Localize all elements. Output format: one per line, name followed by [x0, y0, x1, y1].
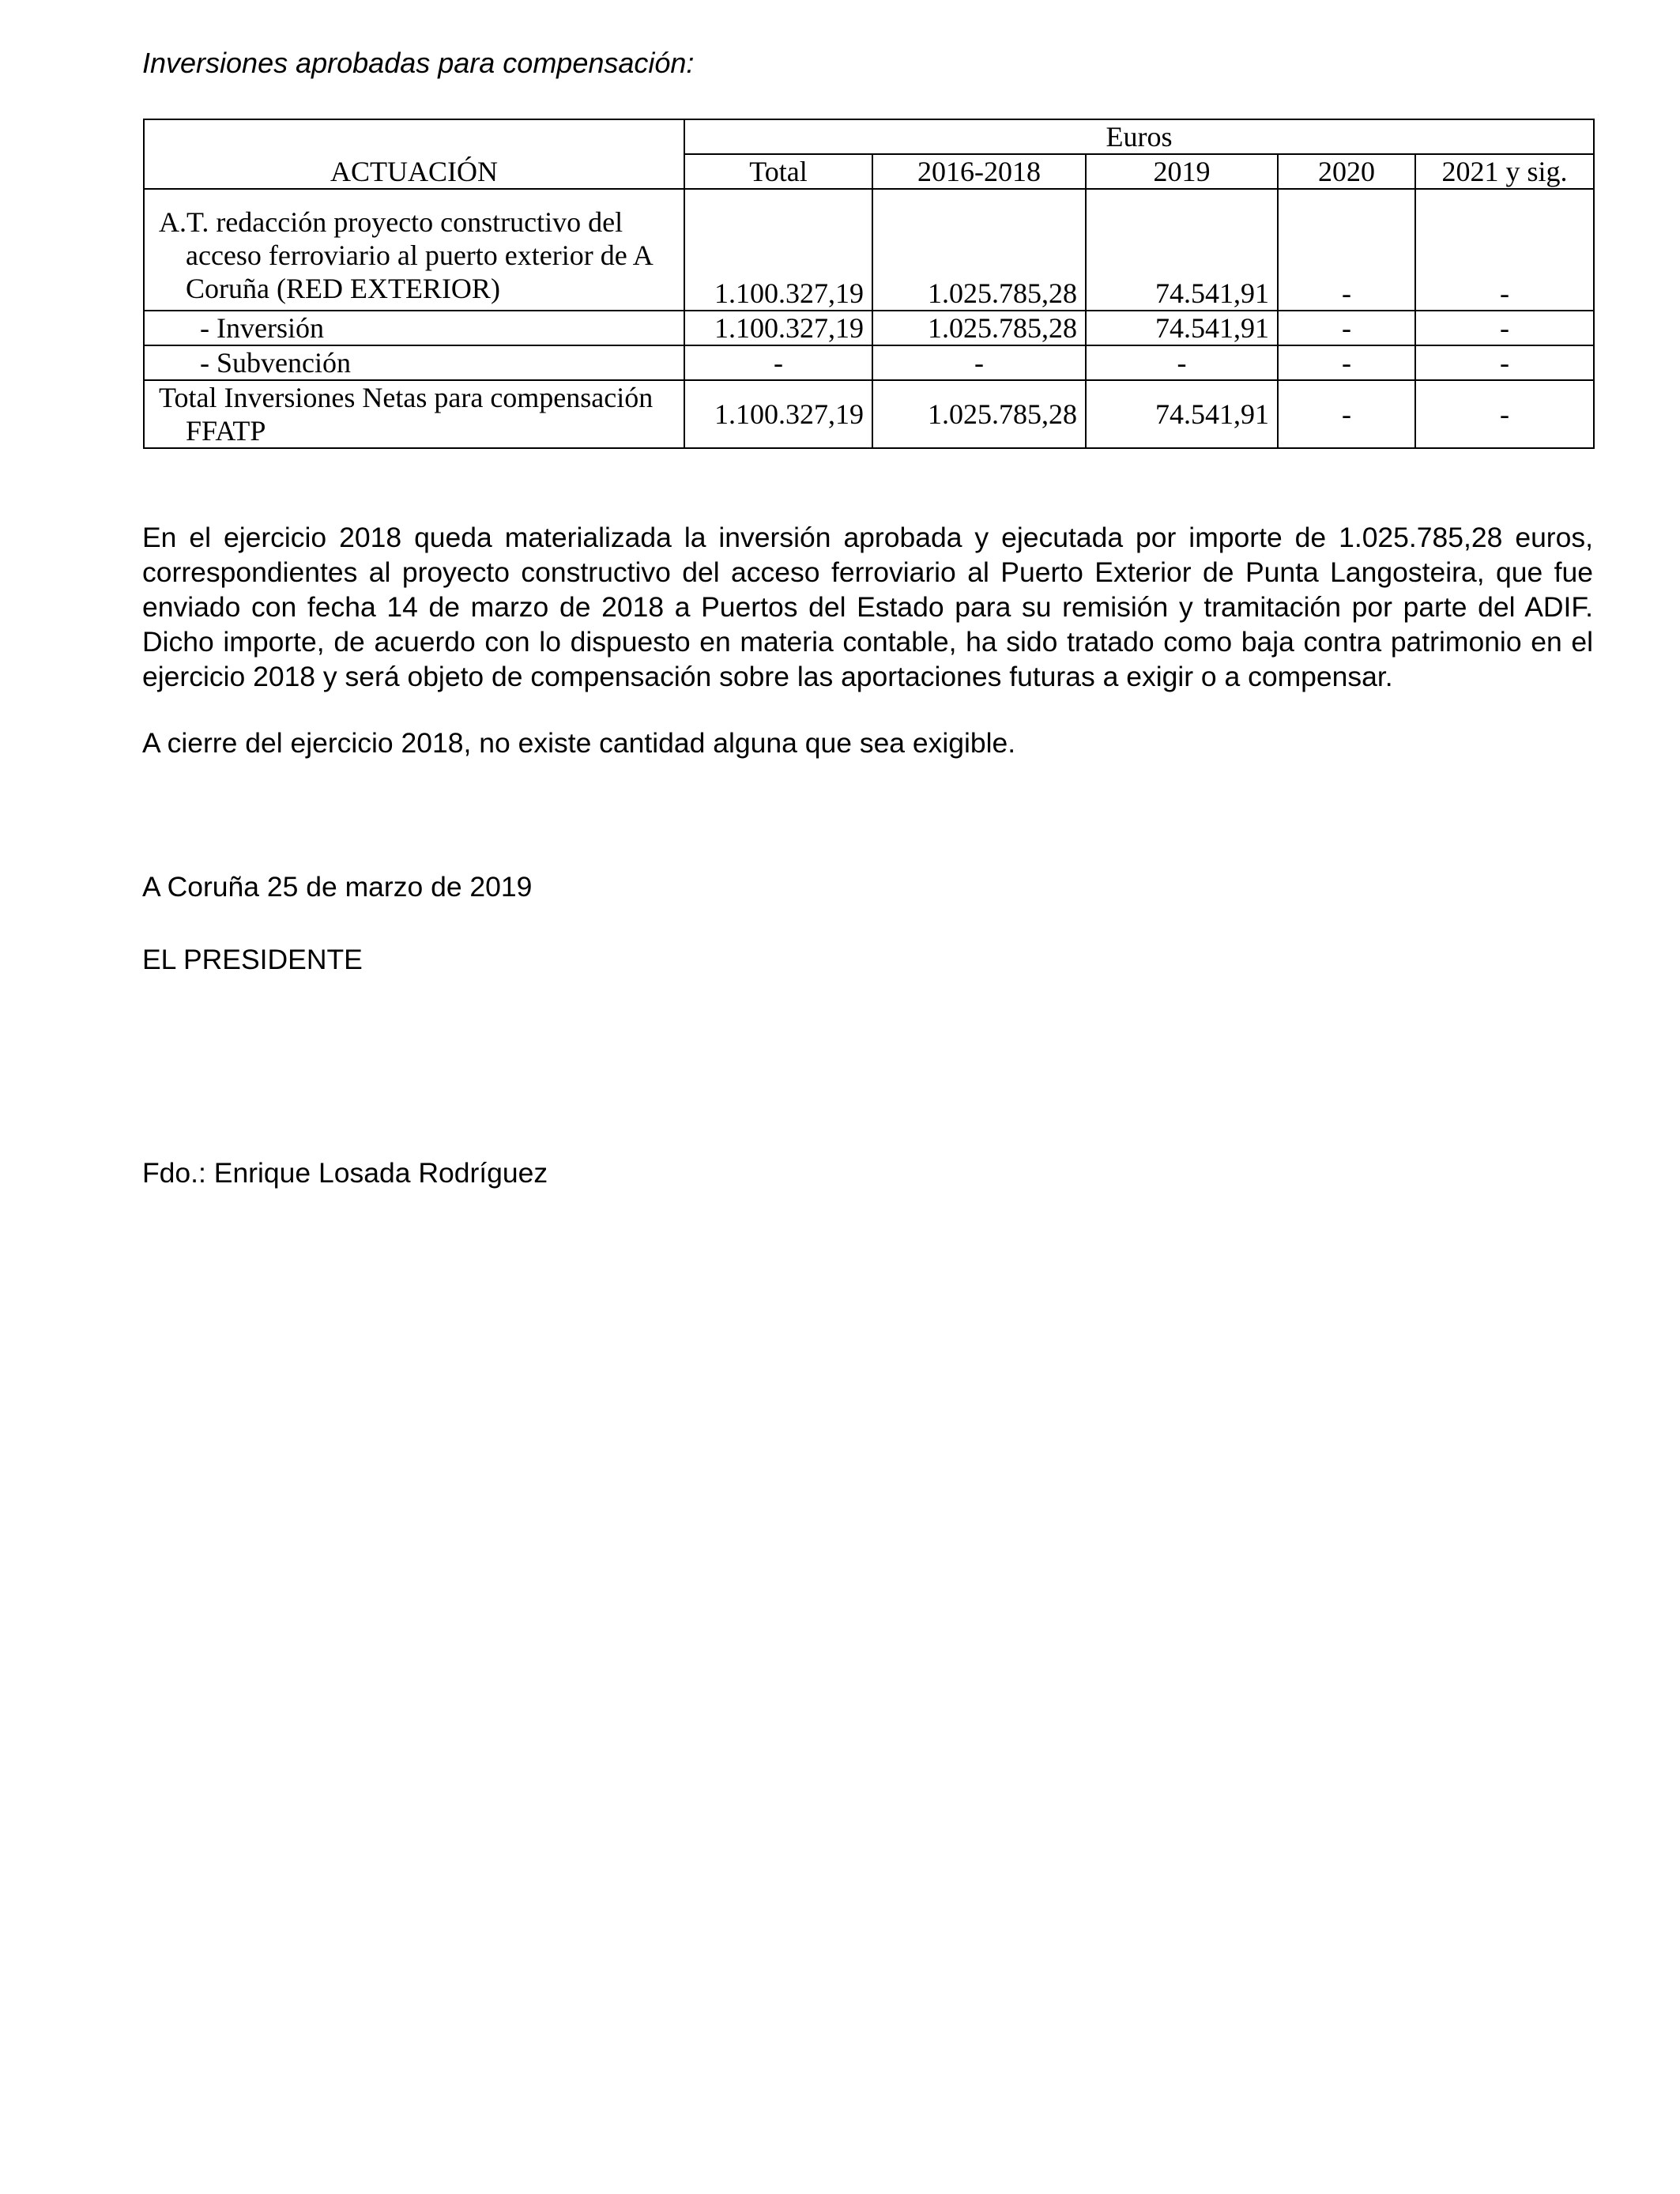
cell-value: -: [1278, 345, 1415, 380]
paragraph-cierre: [142, 726, 1593, 760]
table-row: [144, 311, 1594, 345]
signature-line: Fdo.: Enrique Losada Rodríguez: [142, 1157, 548, 1189]
column-header-total: Total: [684, 154, 872, 189]
table-caption: Inversiones aprobadas para compensación:: [142, 47, 695, 79]
cell-value: -: [1278, 189, 1415, 311]
column-header-actuacion: ACTUACIÓN: [144, 119, 684, 189]
cell-value: 1.100.327,19: [684, 311, 872, 345]
row-label-inversion: - Inversión: [144, 311, 684, 345]
paragraph-text: A cierre del ejercicio 2018, no existe cantidad alguna que sea exigible.: [142, 727, 1016, 759]
cell-value: -: [1415, 311, 1594, 345]
cell-value: -: [872, 345, 1086, 380]
cell-value: 74.541,91: [1086, 189, 1278, 311]
column-group-header-euros: Euros: [684, 119, 1594, 154]
row-label-subvencion: - Subvención: [144, 345, 684, 380]
cell-value: 1.100.327,19: [684, 380, 872, 448]
table-row: [144, 189, 1594, 311]
cell-value: 74.541,91: [1086, 311, 1278, 345]
table-row: [144, 345, 1594, 380]
cell-value: 1.025.785,28: [872, 311, 1086, 345]
place-date: A Coruña 25 de marzo de 2019: [142, 871, 533, 903]
cell-value: -: [1415, 189, 1594, 311]
row-label-total-netas: Total Inversiones Netas para compensación FFATP: [144, 380, 684, 448]
column-header-2021: 2021 y sig.: [1415, 154, 1594, 189]
signer-title: EL PRESIDENTE: [142, 944, 363, 975]
cell-value: -: [1415, 345, 1594, 380]
cell-value: -: [684, 345, 872, 380]
paragraph-text: En el ejercicio 2018 queda materializada la inversión aprobada y ejecutada por importe de 1.025.785,28 euros, correspondientes al proyecto constructivo del acceso ferroviario al Puerto Exterior de Punta Langosteira, que fue enviado con fecha 14 de marzo de 2018 a Puertos del Estado para su remisión y tramitación por parte del ADIF. Dicho importe, de acuerdo con lo dispuesto en materia contable, ha sido tratado como baja contra patrimonio en el ejercicio 2018 y será objeto de compensación sobre las aportaciones futuras a exigir o a compensar.: [142, 522, 1593, 692]
cell-value: 74.541,91: [1086, 380, 1278, 448]
cell-value: 1.025.785,28: [872, 380, 1086, 448]
cell-value: 1.025.785,28: [872, 189, 1086, 311]
cell-value: -: [1278, 311, 1415, 345]
column-header-2019: 2019: [1086, 154, 1278, 189]
paragraph-materializacion: [142, 520, 1593, 694]
cell-value: -: [1415, 380, 1594, 448]
table-row: [144, 380, 1594, 448]
cell-value: -: [1086, 345, 1278, 380]
investments-table: [143, 119, 1595, 449]
cell-value: 1.100.327,19: [684, 189, 872, 311]
cell-value: -: [1278, 380, 1415, 448]
column-header-2020: 2020: [1278, 154, 1415, 189]
column-header-2016-2018: 2016-2018: [872, 154, 1086, 189]
table-header-row-top: [144, 119, 1594, 154]
row-label-red-exterior: A.T. redacción proyecto constructivo del acceso ferroviario al puerto exterior de A Coruña (RED EXTERIOR): [144, 189, 684, 311]
